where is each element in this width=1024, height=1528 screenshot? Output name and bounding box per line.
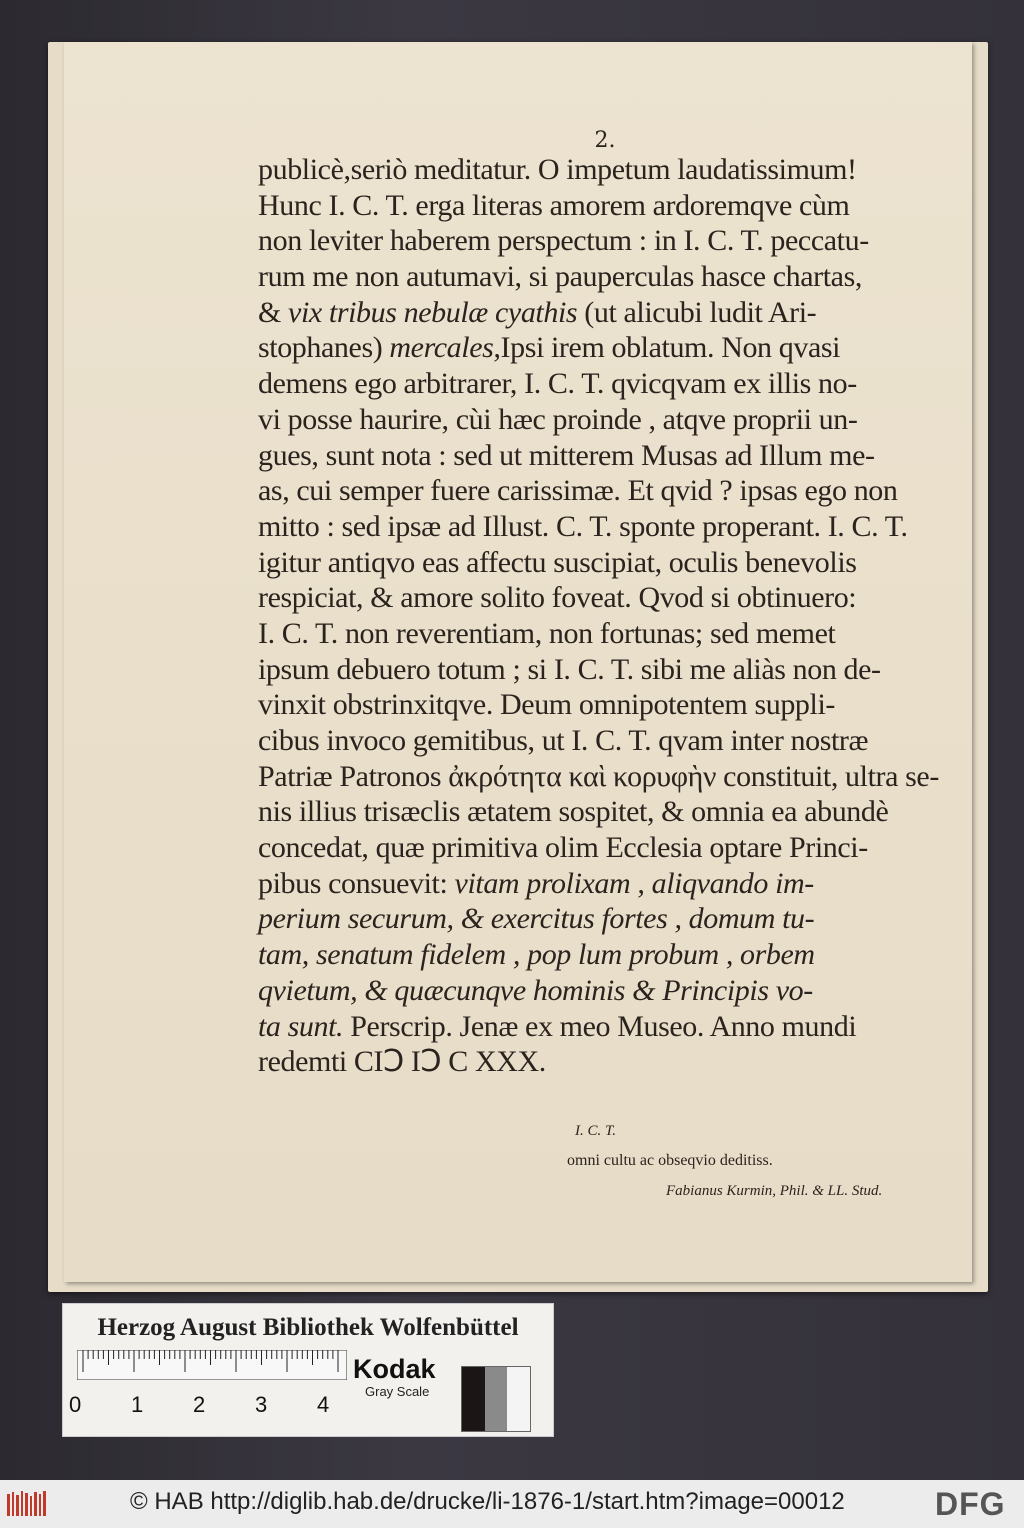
ruler-scale bbox=[77, 1350, 347, 1380]
gray-swatch bbox=[462, 1367, 485, 1431]
library-name: Herzog August Bibliothek Wolfenbüttel bbox=[97, 1314, 519, 1341]
text-line bbox=[258, 545, 963, 581]
text-segment: ipsum debuero totum ; si I. C. T. sibi me aliàs non de- bbox=[258, 652, 881, 686]
text-line bbox=[258, 866, 963, 902]
text-segment: I. C. T. non reverentiam, non fortunas; sed memet bbox=[258, 616, 836, 650]
text-segment: vitam prolixam , aliqvando im- bbox=[454, 866, 814, 900]
text-segment: gues, sunt nota : sed ut mitterem Musas ad Illum me- bbox=[258, 438, 875, 472]
text-line bbox=[258, 188, 963, 224]
text-line bbox=[258, 580, 963, 616]
kodak-logo: Kodak bbox=[353, 1354, 436, 1384]
text-line bbox=[258, 366, 963, 402]
text-line bbox=[258, 794, 963, 830]
ruler-number: 2 bbox=[193, 1392, 206, 1417]
text-line bbox=[258, 259, 963, 295]
text-line bbox=[258, 509, 963, 545]
ruler-numbers bbox=[69, 1392, 369, 1422]
text-segment: demens ego arbitrarer, I. C. T. qvicqvam ex illis no- bbox=[258, 367, 857, 401]
text-segment: qvietum, & quæcunqve hominis & Principis vo- bbox=[258, 973, 813, 1007]
text-line bbox=[258, 616, 963, 652]
text-line bbox=[258, 223, 963, 259]
text-line bbox=[258, 152, 963, 188]
gray-swatch bbox=[485, 1367, 508, 1431]
barcode-icon bbox=[6, 1490, 48, 1518]
ruler-number: 4 bbox=[317, 1392, 330, 1417]
signature-devotion: omni cultu ac obseqvio deditiss. bbox=[567, 1152, 773, 1169]
text-segment: & bbox=[258, 295, 289, 329]
text-segment: mitto : sed ipsæ ad Illust. C. T. sponte properant. I. C. T. bbox=[258, 509, 908, 543]
gray-scale-label: Gray Scale bbox=[365, 1384, 430, 1399]
text-line bbox=[258, 723, 963, 759]
text-segment: rum me non autumavi, si pauperculas hasce chartas, bbox=[258, 260, 862, 294]
text-segment: pibus consuevit: bbox=[258, 866, 455, 900]
text-segment: redemti CIↃ IↃ C XXX. bbox=[258, 1045, 546, 1079]
text-segment: concedat, quæ primitiva olim Ecclesia optare Princi- bbox=[258, 831, 868, 865]
color-reference-card bbox=[62, 1303, 554, 1437]
gray-swatches bbox=[461, 1366, 531, 1432]
gray-swatch bbox=[507, 1367, 530, 1431]
footer-bar bbox=[0, 1480, 1024, 1528]
text-segment: nis illius trisæclis ætatem sospitet, & omnia ea abundè bbox=[258, 795, 889, 829]
text-line bbox=[258, 652, 963, 688]
text-segment: tam, senatum fidelem , pop lum probum , orbem bbox=[258, 938, 815, 972]
text-line bbox=[258, 330, 963, 366]
text-segment: mercales, bbox=[389, 331, 501, 365]
text-line bbox=[258, 687, 963, 723]
text-segment: ta sunt. bbox=[258, 1009, 344, 1043]
text-segment: Patriæ Patronos ἀκρότητα καὶ κορυφὴν constituit, ultra se- bbox=[258, 759, 939, 793]
signature-author: Fabianus Kurmin, Phil. & LL. Stud. bbox=[666, 1183, 883, 1199]
text-segment: Perscrip. Jenæ ex meo Museo. Anno mundi bbox=[343, 1009, 857, 1043]
text-line bbox=[258, 901, 963, 937]
text-line bbox=[258, 1044, 963, 1080]
text-segment: Hunc I. C. T. erga literas amorem ardoremqve cùm bbox=[258, 188, 850, 222]
text-segment: as, cui semper fuere carissimæ. Et qvid ? ipsas ego non bbox=[258, 474, 898, 508]
ruler-number: 1 bbox=[131, 1392, 144, 1417]
text-line bbox=[258, 1009, 963, 1045]
ruler-number: 0 bbox=[69, 1392, 82, 1417]
text-line bbox=[258, 438, 963, 474]
text-segment: Ipsi irem oblatum. Non qvasi bbox=[500, 331, 841, 365]
text-line bbox=[258, 402, 963, 438]
page-number: 2. bbox=[594, 128, 616, 153]
text-segment: cibus invoco gemitibus, ut I. C. T. qvam inter nostræ bbox=[258, 724, 869, 757]
text-segment: non leviter haberem perspectum : in I. C. T. peccatu- bbox=[258, 224, 869, 258]
copyright-link[interactable]: © HAB http://diglib.hab.de/drucke/li-1876-1/start.htm?image=00012 bbox=[130, 1488, 845, 1515]
text-segment: respiciat, & amore solito foveat. Qvod si obtinuero: bbox=[258, 581, 857, 615]
text-line bbox=[258, 759, 963, 795]
text-line bbox=[258, 830, 963, 866]
text-segment: perium securum, & exercitus fortes , domum tu- bbox=[258, 902, 815, 936]
text-segment: stophanes) bbox=[258, 331, 390, 365]
text-segment: igitur antiqvo eas affectu suscipiat, oculis benevolis bbox=[258, 545, 857, 579]
dfg-logo: DFG bbox=[935, 1486, 1006, 1522]
text-segment: (ut alicubi ludit Ari- bbox=[577, 295, 817, 329]
ruler-number: 3 bbox=[255, 1392, 268, 1417]
text-segment: vix tribus nebulæ cyathis bbox=[288, 295, 578, 329]
text-line bbox=[258, 973, 963, 1009]
text-segment: publicè,seriò meditatur. O impetum laudatissimum! bbox=[258, 153, 857, 186]
text-line bbox=[258, 937, 963, 973]
text-line bbox=[258, 295, 963, 331]
body-text bbox=[258, 152, 963, 1080]
text-line bbox=[258, 473, 963, 509]
text-segment: vinxit obstrinxitqve. Deum omnipotentem suppli- bbox=[258, 688, 835, 722]
signature-initials: I. C. T. bbox=[575, 1123, 616, 1139]
text-segment: vi posse haurire, cùi hæc proinde , atqve proprii un- bbox=[258, 402, 858, 436]
